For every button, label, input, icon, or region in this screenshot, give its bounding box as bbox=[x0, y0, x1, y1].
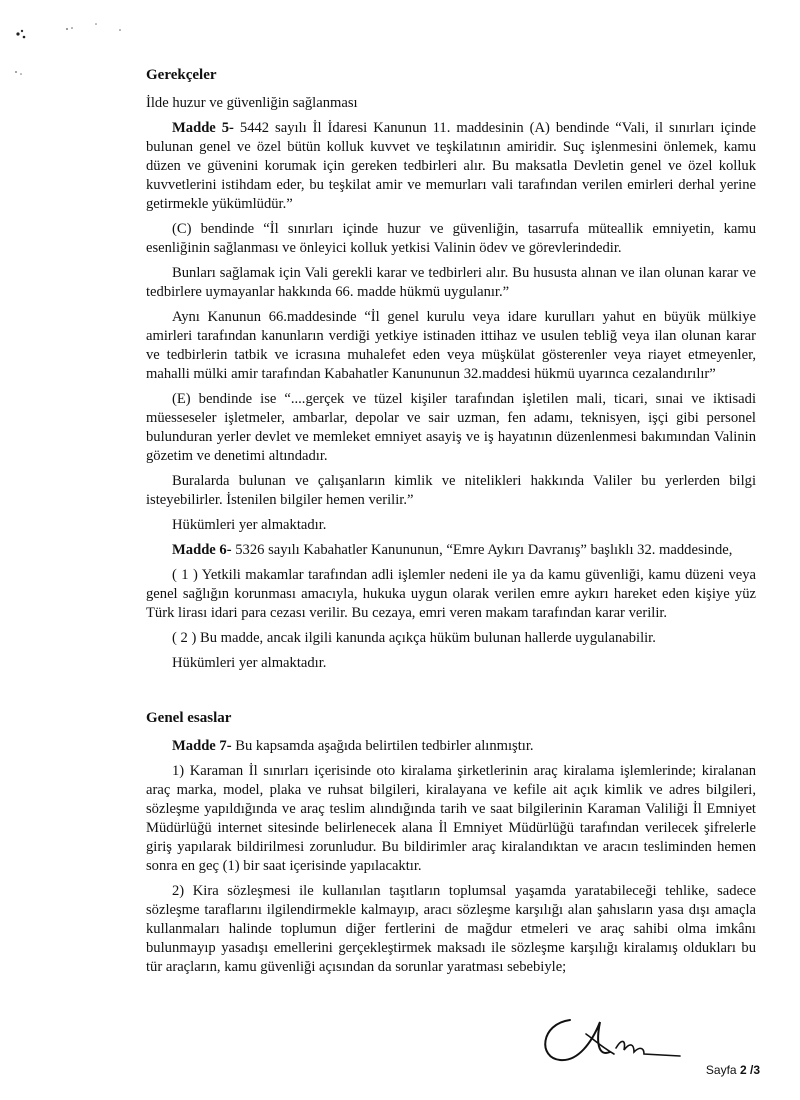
heading-gerekceler: Gerekçeler bbox=[146, 67, 217, 83]
article-6-text: 5326 sayılı Kabahatler Kanununun, “Emre Aykırı Davranış” başlıklı 32. maddesinde, bbox=[231, 542, 733, 558]
heading-genel-esaslar: Genel esaslar bbox=[146, 710, 232, 726]
page-current: 2 bbox=[739, 1063, 747, 1077]
page-total: 3 bbox=[753, 1063, 760, 1077]
article-5-text: 5442 sayılı İl İdaresi Kanunun 11. maddesinin (A) bendinde “Vali, il sınırları içinde bulunan genel ve özel bütün kolluk kuvvet ve teşkilatının amiridir. Suç işlenmesini önlemek, kamu düzen ve güvenini korumak için gereken tedbirleri alır. Bu maksatla Devletin genel ve özel kolluk kuvvetlerini istihdam eder, bu teşkilat amir ve memurları vali tarafından verilen emirleri derhal yerine getirmekle yükümlüdür.” bbox=[146, 120, 756, 212]
article-7 bbox=[146, 737, 756, 756]
page-number bbox=[706, 1063, 760, 1077]
article-7-text: Bu kapsamda aşağıda belirtilen tedbirler alınmıştır. bbox=[231, 738, 534, 754]
paragraph-c: (C) bendinde “İl sınırları içinde huzur ve güvenliğin, tasarrufa müteallik emniyetin, kamu esenliğinin sağlanması ve önleyici kolluk yetkisi Valinin ödev ve görevlerindedir. bbox=[146, 221, 756, 256]
article-6-clause-1: ( 1 ) Yetkili makamlar tarafından adli işlemler nedeni ile ya da kamu güvenliği, kamu düzeni veya genel sağlığın korunması amacıyla, hukuka uygun olarak verilen emre aykırı hareket eden kişiye yüz Türk lirası idari para cezası verilir. Bu cezaya, emri veren makam tarafından karar verilir. bbox=[146, 567, 756, 621]
article-6-clause-2: ( 2 ) Bu madde, ancak ilgili kanunda açıkça hüküm bulunan hallerde uygulanabilir. bbox=[172, 630, 656, 646]
page-label: Sayfa bbox=[705, 1063, 740, 1077]
paragraph-buralarda: Buralarda bulunan ve çalışanların kimlik ve nitelikleri hakkında Valiler bu yerlerden bilgi isteyebilirler. İstenilen bilgiler hemen verilir.” bbox=[146, 473, 756, 508]
article-7-item-1: 1) Karaman İl sınırları içerisinde oto kiralama şirketlerinin araç kiralama işlemlerinde; kiralanan araç marka, model, plaka ve ruhsat bilgileri, kiralayana ve kefile ait açık kimlik ve adres bilgileri, sözleşme yapıldığında ve araç teslim alındığında tarih ve saat bilgilerinin Karaman Valiliği İl Emniyet Müdürlüğü internet sitesinde belirlenecek alana İl Emniyet Müdürlüğü tarafından verilecek şifrelerle giriş yapılarak bildirilmesi zorunludur. Bu bildirimler araç kiralandıktan ve aracın tesliminden hemen sonra en geç (1) bir saat içerisinde yapılacaktır. bbox=[146, 763, 756, 874]
signature bbox=[530, 1002, 690, 1072]
article-7-item-2: 2) Kira sözleşmesi ile kullanılan taşıtların toplumsal yaşamda yaratabileceği tehlike, sadece sözleşme taraflarını ilgilendirmekle kalmayıp, aracı sözleşme karşılığı alan şahısların yasa dışı amaçla kullanmaları halinde toplumun diğer fertlerini de mağdur etmeleri ve araç sahibi olma imkânı bulunmayıp yasadışı emellerini gerçekleştirmek maksadı ile sözleşme karşılığı kiralamış oldukları bu tür araçların, kamu güvenliği açısından da sorunlar yaratması sebebiyle; bbox=[146, 883, 756, 975]
paragraph-bunlari: Bunları sağlamak için Vali gerekli karar ve tedbirleri alır. Bu hususta alınan ve ilan olunan karar ve tedbirlere uymayanlar hakkında 66. madde hükmü uygulanır.” bbox=[146, 265, 756, 300]
article-6-lead: Madde 6- bbox=[172, 542, 232, 558]
paragraph-hukumler-2: Hükümleri yer almaktadır. bbox=[172, 655, 327, 671]
paragraph-hukumler-1: Hükümleri yer almaktadır. bbox=[172, 517, 327, 533]
subheading: İlde huzur ve güvenliğin sağlanması bbox=[146, 95, 358, 111]
scan-specks bbox=[10, 14, 130, 84]
article-5-lead: Madde 5- bbox=[172, 120, 234, 136]
document-body bbox=[146, 66, 756, 983]
page-separator: / bbox=[746, 1063, 754, 1077]
paragraph-66: Aynı Kanunun 66.maddesinde “İl genel kurulu veya idare kurulları yahut en büyük mülkiye amirleri tarafından kanunların verdiği yetkiye istinaden ittihaz ve usulen tebliğ veya ilan olunan karar ve tedbirlerin tatbik ve icrasına muhalefet eden veya müşkülat gösterenler veya riayet etmeyenler, mahalli mülki amir tarafından Kabahatler Kanununun 32.maddesi hükmü uyarınca cezalandırılır” bbox=[146, 309, 756, 382]
article-7-lead: Madde 7- bbox=[172, 738, 232, 754]
article-6 bbox=[146, 541, 756, 560]
article-5 bbox=[146, 119, 756, 214]
paragraph-e: (E) bendinde ise “....gerçek ve tüzel kişiler tarafından işletilen mali, ticari, sınai ve iktisadi müesseseler işletmeler, ambarlar, depolar ve sair uzman, fen adamı, teknisyen, işçi gibi personel bulunduran yerler devlet ve memleket emniyet asayiş ve iş hayatının düzenlenmesi bakımından Valinin gözetim ve denetimi altındadır. bbox=[146, 391, 756, 464]
